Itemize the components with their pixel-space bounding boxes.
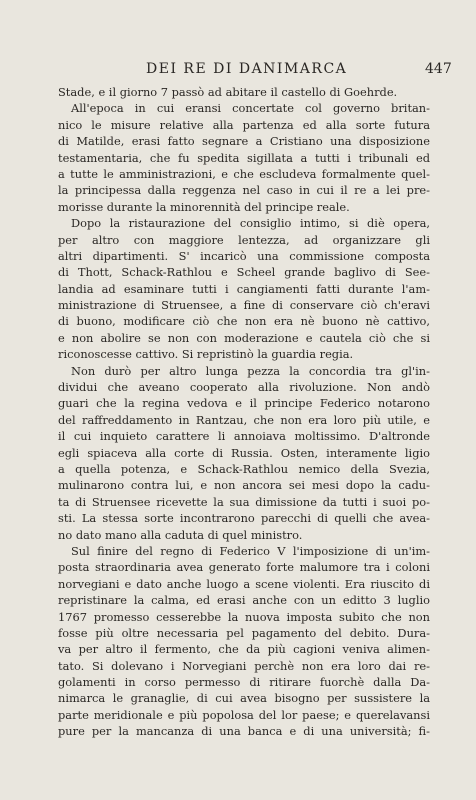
- text-line: pure per la mancanza di una banca e di una università; fi-: [58, 724, 430, 739]
- text-line: testamentaria, che fu spedita sigillata a tutti i tribunali ed: [58, 150, 430, 165]
- text-line: 1767 promesso cesserebbe la nuova imposta subito che non: [58, 609, 430, 624]
- text-line: Stade, e il giorno 7 passò ad abitare il castello di Goehrde.: [58, 85, 398, 99]
- text-line: tato. Si dolevano i Norvegiani perchè non era loro dai re-: [58, 658, 430, 673]
- text-line: dividui che aveano cooperato alla rivoluzione. Non andò: [58, 380, 430, 395]
- text-line: del raffreddamento in Rantzau, che non era loro più utile, e: [58, 412, 430, 427]
- text-line: parte meridionale e più popolosa del lor paese; e querelavansi: [58, 707, 430, 722]
- text-line: di Thott, Schack-Rathlou e Scheel grande baglivo di See-: [58, 265, 430, 280]
- text-line: morisse durante la minorennità del principe reale.: [58, 199, 350, 214]
- text-line: a quella potenza, e Schack-Rathlou nemico della Svezia,: [58, 461, 430, 476]
- text-line: posta straordinaria avea generato forte malumore tra i coloni: [58, 560, 430, 575]
- text-line: sti. La stessa sorte incontrarono parecchi di quelli che avea-: [58, 511, 430, 526]
- text-line: nimarca le granaglie, di cui avea bisogno per sussistere la: [58, 691, 430, 706]
- text-line: ta di Struensee ricevette la sua dimissione da tutti i suoi po-: [58, 494, 430, 509]
- text-line: fosse più oltre necessaria pel pagamento del debito. Dura-: [58, 625, 430, 640]
- text-line: ministrazione di Struensee, a fine di conservare ciò ch'eravi: [58, 298, 430, 313]
- running-title: DEI RE DI DANIMARCA: [146, 61, 348, 77]
- text-line: landia ad esaminare tutti i cangiamenti fatti durante l'am-: [58, 281, 430, 296]
- text-line: Sul finire del regno di Federico V l'imposizione di un'im-: [71, 543, 430, 558]
- text-line: nico le misure relative alla partenza ed alla sorte futura: [58, 117, 430, 132]
- text-line: no dato mano alla caduta di quel ministro.: [58, 527, 303, 542]
- text-line: guari che la regina vedova e il principe Federico notarono: [58, 396, 430, 411]
- page-header: [0, 61, 476, 81]
- body-text: [58, 84, 430, 740]
- text-line: il cui inquieto carattere li annoiava moltissimo. D'altronde: [58, 429, 430, 444]
- text-line: repristinare la calma, ed erasi anche con un editto 3 luglio: [58, 593, 430, 608]
- text-line: Dopo la ristaurazione del consiglio intimo, si diè opera,: [71, 216, 430, 231]
- text-line: di buono, modificare ciò che non era nè buono nè cattivo,: [58, 314, 430, 329]
- page-number: 447: [425, 61, 452, 77]
- text-line: All'epoca in cui eransi concertate col governo britan-: [71, 101, 430, 116]
- text-line: Non durò per altro lunga pezza la concordia tra gl'in-: [71, 363, 430, 378]
- text-line: va per altro il fermento, che da più cagioni veniva alimen-: [58, 642, 430, 657]
- text-line: norvegiani e dato anche luogo a scene violenti. Era riuscito di: [58, 576, 430, 591]
- text-line: mulinarono contra lui, e non ancora sei mesi dopo la cadu-: [58, 478, 430, 493]
- text-line: egli spiaceva alla corte di Russia. Osten, interamente ligio: [58, 445, 430, 460]
- text-line: la principessa dalla reggenza nel caso in cui il re a lei pre-: [58, 183, 430, 198]
- text-line: altri dipartimenti. S' incaricò una commissione composta: [58, 248, 430, 263]
- text-line: per altro con maggiore lentezza, ad organizzare gli: [58, 232, 430, 247]
- text-line: golamenti in corso permesso di ritirare fuorchè dalla Da-: [58, 675, 430, 690]
- text-line: di Matilde, erasi fatto segnare a Cristiano una disposizione: [58, 134, 430, 149]
- text-line: e non abolire se non con moderazione e cautela ciò che si: [58, 330, 430, 345]
- text-line: a tutte le amministrazioni, e che escludeva formalmente quel-: [58, 166, 430, 181]
- text-line: riconoscesse cattivo. Si repristinò la guardia regia.: [58, 347, 354, 362]
